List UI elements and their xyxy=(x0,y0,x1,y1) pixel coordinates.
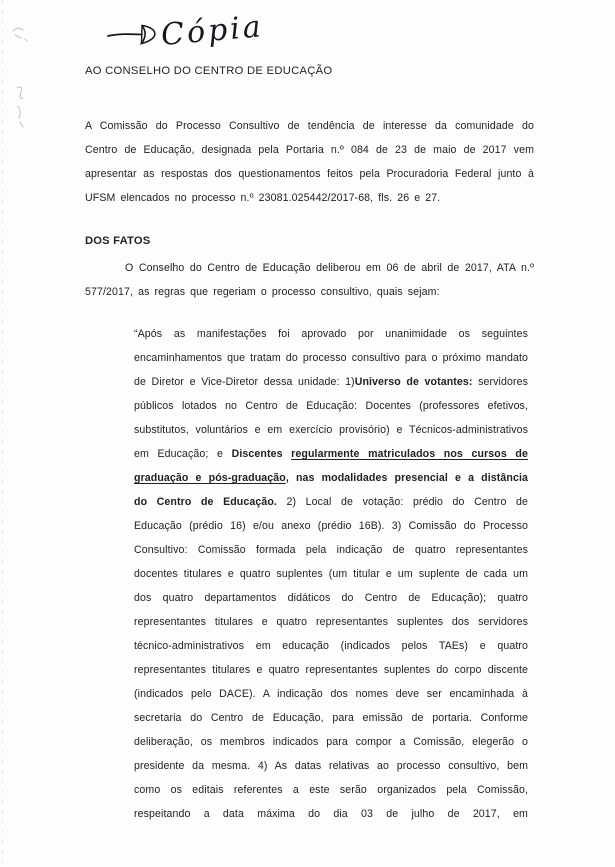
quote-segment-opening: “Após as manifestações foi aprovado por unanimidade os seguintes encaminhamentos que tratam do processo consultivo para o próximo mandato de Diretor e Vice-Diretor dessa unidade: 1) xyxy=(134,328,528,388)
quote-segment-modalidades: , nas modalidades presencial e a distância do Centro de Educação. xyxy=(134,472,528,508)
scan-smudge-marks xyxy=(5,22,39,132)
quote-segment-matriculados-underlined: regularmente matriculados nos cursos de graduação e pós-graduação xyxy=(134,448,528,484)
quote-segment-servidores: servidores públicos lotados no Centro de Educação: Docentes (professores efetivos, substitutos, voluntários e em exercício provisório) e Técnicos-administrativos em Educação; e xyxy=(134,376,528,460)
recipient-heading: AO CONSELHO DO CENTRO DE EDUCAÇÃO xyxy=(85,65,333,77)
handwritten-arrow-icon xyxy=(108,26,155,44)
quote-block xyxy=(134,322,528,826)
handwritten-annotation xyxy=(104,6,284,60)
intro-paragraph: A Comissão do Processo Consultivo de tendência de interesse da comunidade do Centro de Educação, designada pela Portaria n.º 084 de 23 de maio de 2017 vem apresentar as respostas dos questionamentos feitos pela Procuradoria Federal junto à UFSM elencados no processo n.º 23081.025442/2017-68, fls. 26 e 27. xyxy=(85,120,534,204)
quote-segment-discentes: Discentes xyxy=(231,448,292,460)
handwritten-note-text: Cópia xyxy=(159,9,266,53)
document-body xyxy=(85,64,534,826)
quote-segment-universo-votantes: Universo de votantes: xyxy=(354,376,473,388)
section-heading-dos-fatos: DOS FATOS xyxy=(85,235,151,247)
facts-paragraph: O Conselho do Centro de Educação deliberou em 06 de abril de 2017, ATA n.º 577/2017, as regras que regeriam o processo consultivo, quais sejam: xyxy=(85,262,534,298)
quote-segment-rest: 2) Local de votação: prédio do Centro de Educação (prédio 16) e/ou anexo (prédio 16B). 3) Comissão do Processo Consultivo: Comissão formada pela indicação de quatro representantes docentes titulares e quatro suplentes (um titular e um suplente de cada um dos quatro departamentos didáticos do Centro de Educação); quatro representantes titulares e quatro representantes suplentes dos servidores técnico-administrativos em educação (indicados pelos TAEs) e quatro representantes titulares e quatro representantes suplentes do corpo discente (indicados pelo DACE). A indicação dos nomes deve ser encaminhada à secretaria do Centro de Educação, para emissão de portaria. Conforme deliberação, os membros indicados para compor a Comissão, elegerão o presidente da mesma. 4) As datas relativas ao processo consultivo, bem como os editais referentes a este serão organizados pela Comissão, respeitando a data máxima do dia 03 de julho de 2017, em xyxy=(134,496,528,820)
